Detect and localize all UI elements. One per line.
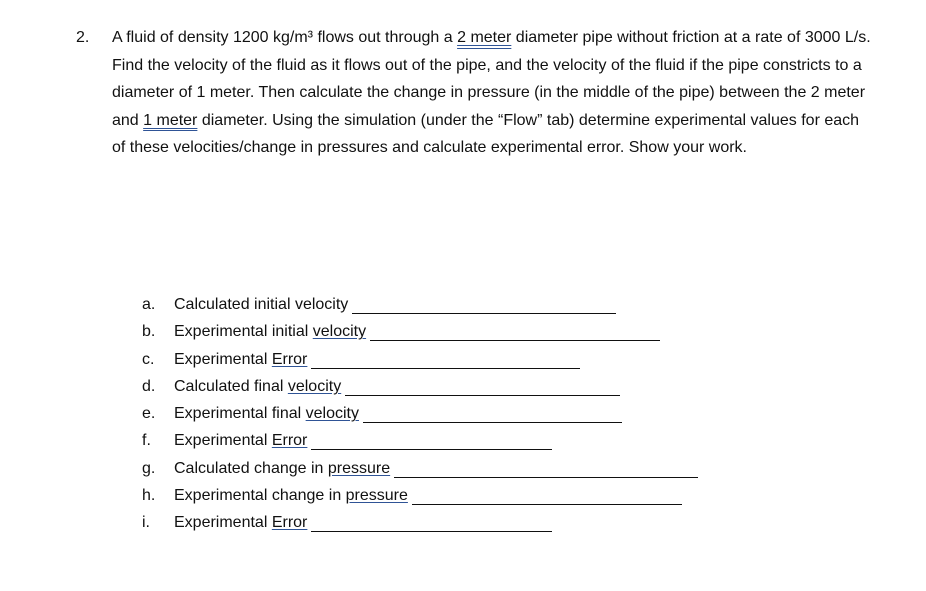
answer-letter: b. [142,323,156,341]
answer-letter: a. [142,296,156,313]
answer-label-text: Experimental initial [174,323,313,341]
answer-letter: c. [142,350,155,368]
answer-blank[interactable] [352,313,616,314]
underlined-phrase: 1 meter [143,111,198,129]
answer-label-word: velocity [287,377,342,395]
answer-label-word: velocity [305,405,359,423]
answer-label-text: Experimental change in [174,487,346,505]
answer-label-word: velocity [312,323,367,341]
answer-blank[interactable] [370,340,660,341]
answer-label [174,432,307,450]
answer-label [174,405,359,423]
text-run: diameter pipe without friction at a rate of 3000 L/s. Find the velocity of the fluid as it flows out of the pipe, and the velocity of the fluid if the pipe constricts to a diameter of 1 meter. Then calculate the change in pressure (in the middle of the pipe) between the 2 meter and [112,29,871,129]
answer-blank[interactable] [311,368,580,369]
text-run: diameter. Using the simulation (under the “Flow” tab) determine experimental values for each of these velocities/change in pressures and calculate experimental error. Show your work. [112,111,860,156]
answer-blank[interactable] [363,422,622,423]
answer-label-text: Calculated change in [174,459,328,477]
answer-label-word: pressure [345,487,408,505]
answer-label-text: Experimental final [174,405,306,423]
answer-label [174,514,307,532]
answer-label-word: pressure [327,459,391,477]
answer-letter: i. [142,514,150,532]
answer-blank[interactable] [394,477,698,478]
answer-label-word: Error [271,432,308,450]
answer-blank[interactable] [311,531,552,532]
answer-letter: g. [142,459,156,477]
answer-letter: e. [142,405,156,423]
answer-label-word: Error [271,514,308,532]
underlined-phrase: 2 meter [457,29,512,46]
answer-label [174,351,307,369]
answer-label [174,460,390,478]
answer-label-word: Error [271,350,308,368]
answer-blank[interactable] [311,449,552,450]
answer-label [174,378,341,396]
answer-label-text: Calculated final [174,377,288,395]
answer-letter: f. [142,432,151,450]
problem-text [112,24,872,162]
answer-blank[interactable] [412,504,682,505]
answer-blank[interactable] [345,395,620,396]
answer-label-text: Experimental [174,350,272,368]
text-run: A fluid of density 1200 kg/m³ flows out through a [112,29,458,46]
answer-letter: d. [142,377,156,395]
answer-letter: h. [142,487,156,505]
answer-label [174,487,408,505]
answer-label [174,296,348,314]
answer-label [174,323,366,341]
answer-label-text: Experimental [174,432,272,450]
problem-number: 2. [76,29,90,46]
answer-label-text: Experimental [174,514,272,532]
answer-label-text: Calculated initial velocity [174,296,349,313]
